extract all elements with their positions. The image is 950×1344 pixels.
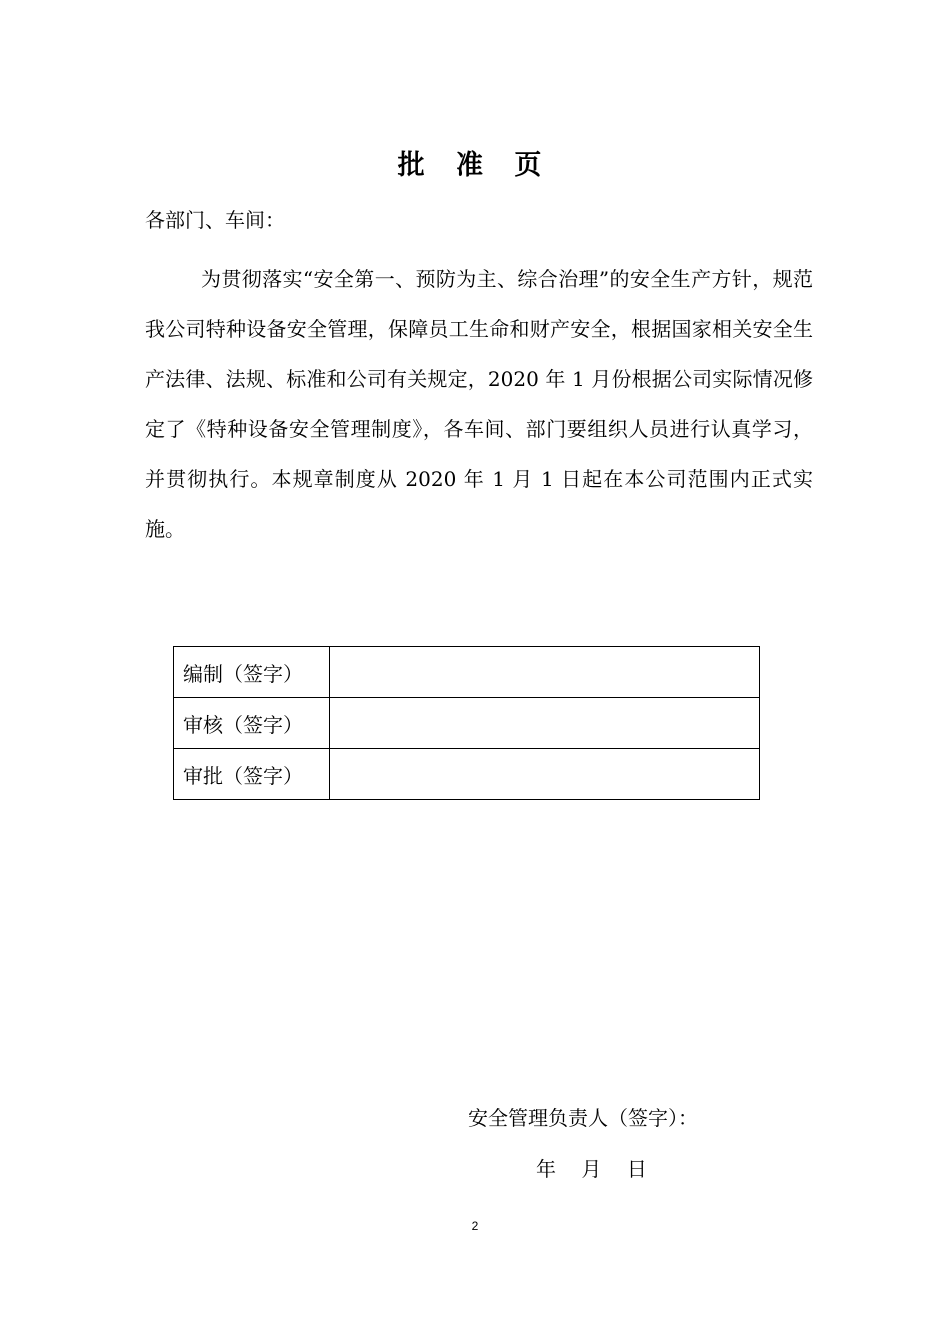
reviewed-by-label: 审核（签字）	[174, 698, 330, 749]
responsible-person-label: 安全管理负责人（签字）：	[468, 1106, 698, 1130]
reviewed-by-signature-cell	[330, 698, 760, 749]
table-row	[174, 749, 760, 800]
signature-table	[173, 646, 760, 800]
table-row	[174, 647, 760, 698]
compiled-by-label: 编制（签字）	[174, 647, 330, 698]
approved-by-signature-cell	[330, 749, 760, 800]
compiled-by-signature-cell	[330, 647, 760, 698]
approved-by-label: 审批（签字）	[174, 749, 330, 800]
page-number: 2	[471, 1219, 479, 1233]
table-row	[174, 698, 760, 749]
page-title: 批 准 页	[397, 150, 553, 181]
salutation: 各部门、车间：	[145, 208, 285, 232]
body-paragraph: 为贯彻落实“安全第一、预防为主、综合治理”的安全生产方针，规范我公司特种设备安全管理，保障员工生命和财产安全，根据国家相关安全生产法律、法规、标准和公司有关规定，2020 年 1 月份根据公司实际情况修定了《特种设备安全管理制度》，各车间、部门要组织人员进行认真学习，并贯彻执行。本规章制度从 2020 年 1 月 1 日起在本公司范围内正式实施。	[145, 267, 813, 541]
date-line: 年 月 日	[536, 1157, 647, 1181]
